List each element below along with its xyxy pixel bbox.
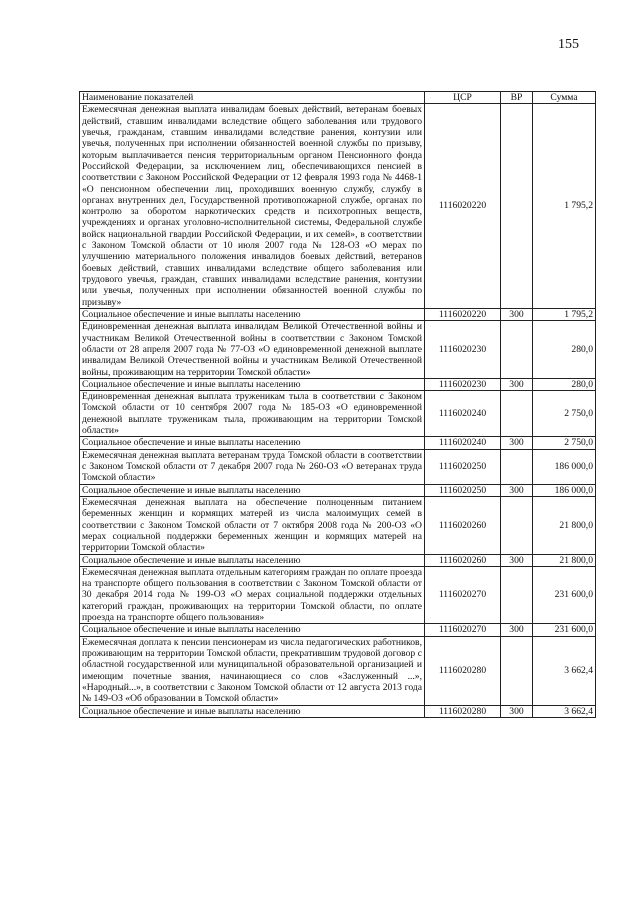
table-row (80, 378, 596, 390)
cell-csr: 1116020230 (425, 321, 501, 379)
cell-csr: 1116020280 (425, 705, 501, 717)
cell-vr: 300 (501, 705, 533, 717)
cell-name: Ежемесячная денежная выплата на обеспечение полноценным питанием беременных женщин и кормящих матерей из числа малоимущих семей в соответствии с Законом Томской области от 7 октября 2008 года № 200-ОЗ «О мерах социальной поддержки беременных женщин и кормящих матерей на территории Томской области» (80, 496, 425, 554)
table-row (80, 496, 596, 554)
table-row (80, 705, 596, 717)
cell-vr: 300 (501, 437, 533, 449)
cell-vr (501, 391, 533, 437)
table-row (80, 308, 596, 320)
cell-csr: 1116020240 (425, 437, 501, 449)
table-row (80, 321, 596, 379)
table-row (80, 624, 596, 636)
cell-name: Социальное обеспечение и иные выплаты населению (80, 437, 425, 449)
cell-vr: 300 (501, 378, 533, 390)
cell-vr: 300 (501, 308, 533, 320)
cell-sum: 231 600,0 (533, 566, 596, 624)
header-vr: ВР (501, 92, 533, 104)
table-row (80, 449, 596, 484)
cell-vr (501, 449, 533, 484)
cell-name: Ежемесячная доплата к пенсии пенсионерам из числа педагогических работников, проживающим на территории Томской области, прекратившим трудовой договор с областной государственной или муниципальной образовательной организацией и имеющим почетные звания, начинающиеся со слов «Заслуженный ...», «Народный...», в соответствии с Законом Томской области от 12 августа 2013 года № 149-ОЗ «Об образовании в Томской области» (80, 636, 425, 705)
cell-sum: 21 800,0 (533, 496, 596, 554)
cell-vr (501, 321, 533, 379)
table-row (80, 554, 596, 566)
cell-sum: 280,0 (533, 378, 596, 390)
page-number: 155 (558, 37, 579, 52)
cell-csr: 1116020260 (425, 496, 501, 554)
cell-name: Социальное обеспечение и иные выплаты населению (80, 624, 425, 636)
table-row (80, 104, 596, 309)
table-row (80, 391, 596, 437)
cell-sum: 186 000,0 (533, 449, 596, 484)
cell-csr: 1116020250 (425, 449, 501, 484)
cell-name: Единовременная денежная выплата инвалидам Великой Отечественной войны и участникам Великой Отечественной войны в соответствии с Законом Томской области от 28 апреля 2007 года № 77-ОЗ «О единовременной денежной выплате инвалидам Великой Отечественной войны и участникам Великой Отечественной войны, проживающим на территории Томской области» (80, 321, 425, 379)
cell-vr (501, 636, 533, 705)
cell-name: Ежемесячная денежная выплата инвалидам боевых действий, ветеранам боевых действий, ставшим инвалидами вследствие общего заболевания или трудового увечья, гражданам, ставшим инвалидами вследствие ранения, контузии или увечья, полученных при исполнении обязанностей военной службы по призыву, которым выплачивается пенсия территориальным органом Пенсионного фонда Российской Федерации, за исключением лиц, обеспечивающихся пенсией в соответствии с Законом Российской Федерации от 12 февраля 1993 года № 4468-1 «О пенсионном обеспечении лиц, проходивших военную службу, службу в органах внутренних дел, Государственной противопожарной службе, органах по контролю за оборотом наркотических средств и психотропных веществ, учреждениях и органах уголовно-исполнительной системы, Федеральной службе войск национальной гвардии Российской Федерации, и их семей», в соответствии с Законом Томской области от 10 июля 2007 года № 128-ОЗ «О мерах по улучшению материального положения инвалидов боевых действий, ветеранов боевых действий, ставших инвалидами вследствие общего заболевания или трудового увечья, граждан, ставших инвалидами вследствие ранения, контузии или увечья, полученных при исполнении обязанностей военной службы по призыву» (80, 104, 425, 309)
cell-name: Социальное обеспечение и иные выплаты населению (80, 308, 425, 320)
cell-csr: 1116020240 (425, 391, 501, 437)
cell-sum: 2 750,0 (533, 391, 596, 437)
table-row (80, 566, 596, 624)
cell-name: Социальное обеспечение и иные выплаты населению (80, 554, 425, 566)
cell-csr: 1116020260 (425, 554, 501, 566)
budget-table (79, 91, 596, 718)
cell-name: Социальное обеспечение и иные выплаты населению (80, 378, 425, 390)
cell-sum: 231 600,0 (533, 624, 596, 636)
cell-sum: 1 795,2 (533, 104, 596, 309)
cell-sum: 21 800,0 (533, 554, 596, 566)
header-sum: Сумма (533, 92, 596, 104)
cell-vr: 300 (501, 554, 533, 566)
cell-vr (501, 496, 533, 554)
table-row (80, 484, 596, 496)
cell-vr (501, 104, 533, 309)
header-csr: ЦСР (425, 92, 501, 104)
cell-csr: 1116020250 (425, 484, 501, 496)
header-name: Наименование показателей (80, 92, 425, 104)
cell-vr: 300 (501, 484, 533, 496)
cell-name: Ежемесячная денежная выплата ветеранам труда Томской области в соответствии с Законом Томской области от 7 декабря 2007 года № 260-ОЗ «О ветеранах труда Томской области» (80, 449, 425, 484)
cell-vr: 300 (501, 624, 533, 636)
cell-csr: 1116020270 (425, 566, 501, 624)
cell-sum: 2 750,0 (533, 437, 596, 449)
cell-csr: 1116020220 (425, 104, 501, 309)
cell-csr: 1116020280 (425, 636, 501, 705)
cell-name: Социальное обеспечение и иные выплаты населению (80, 484, 425, 496)
table-row (80, 437, 596, 449)
cell-csr: 1116020230 (425, 378, 501, 390)
cell-sum: 3 662,4 (533, 636, 596, 705)
cell-vr (501, 566, 533, 624)
table-row (80, 636, 596, 705)
cell-csr: 1116020270 (425, 624, 501, 636)
cell-name: Ежемесячная денежная выплата отдельным категориям граждан по оплате проезда на транспорте общего пользования в соответствии с Законом Томской области от 30 декабря 2014 года № 199-ОЗ «О мерах социальной поддержки отдельных категорий граждан, проживающих на территории Томской области, по оплате проезда на транспорте общего пользования» (80, 566, 425, 624)
cell-csr: 1116020220 (425, 308, 501, 320)
cell-sum: 186 000,0 (533, 484, 596, 496)
table-header-row (80, 92, 596, 104)
cell-name: Единовременная денежная выплата труженикам тыла в соответствии с Законом Томской области от 10 сентября 2007 года № 185-ОЗ «О единовременной денежной выплате труженикам тыла, проживающим на территории Томской области» (80, 391, 425, 437)
cell-sum: 280,0 (533, 321, 596, 379)
cell-name: Социальное обеспечение и иные выплаты населению (80, 705, 425, 717)
cell-sum: 1 795,2 (533, 308, 596, 320)
cell-sum: 3 662,4 (533, 705, 596, 717)
